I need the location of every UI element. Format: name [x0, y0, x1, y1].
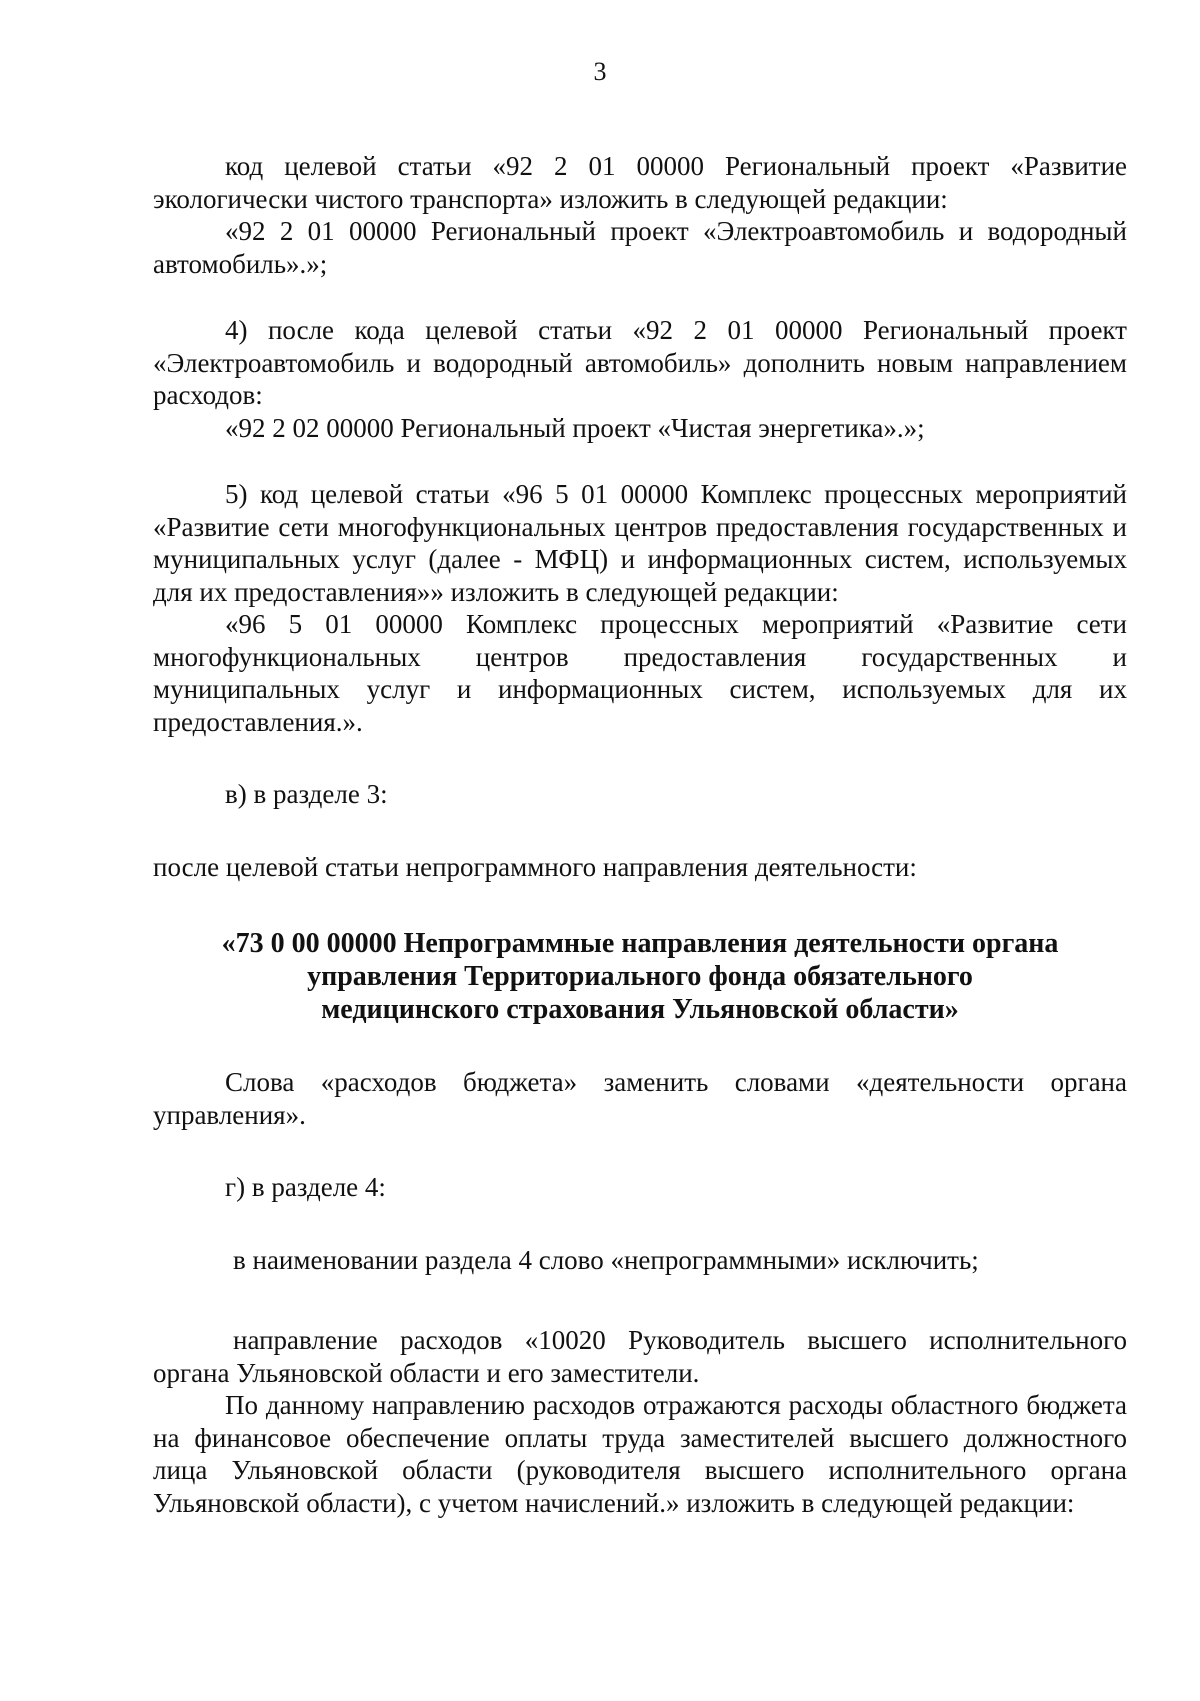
document-body — [153, 150, 1127, 1519]
paragraph-clean-energy: «92 2 02 00000 Региональный проект «Чистая энергетика».»; — [225, 412, 925, 443]
heading-line: «73 0 00 00000 Непрограммные направления деятельности органа — [221, 928, 1059, 959]
paragraph-exclude-word: в наименовании раздела 4 слово «непрограммными» исключить; — [233, 1244, 979, 1275]
heading-line: управления Территориального фонда обязательного — [307, 961, 973, 992]
paragraph-section-3: в) в разделе 3: — [225, 779, 388, 809]
paragraph-item-4: 4) после кода целевой статьи «92 2 01 00000 Региональный проект «Электроавтомобиль и водородный автомобиль» дополнить новым направлением расходов: — [153, 315, 1127, 410]
paragraph-expense-description: По данному направлению расходов отражаются расходы областного бюджета на финансовое обеспечение оплаты труда заместителей высшего должностного лица Ульяновской области (руководителя высшего исполнительного органа Ульяновской области), с учетом начислений.» изложить в следующей редакции: — [153, 1390, 1127, 1518]
paragraph-expense-direction: направление расходов «10020 Руководитель высшего исполнительного органа Ульяновской области и его заместители. — [153, 1325, 1127, 1388]
paragraph-target-code: код целевой статьи «92 2 01 00000 Региональный проект «Развитие экологически чистого транспорта» изложить в следующей редакции: — [153, 151, 1127, 214]
paragraph-new-wording: «92 2 01 00000 Региональный проект «Электроавтомобиль и водородный автомобиль».»; — [153, 216, 1127, 279]
paragraph-section-4: г) в разделе 4: — [225, 1172, 386, 1202]
section-heading — [153, 927, 1127, 1026]
paragraph-replace-words: Слова «расходов бюджета» заменить словами «деятельности органа управления». — [153, 1067, 1127, 1130]
paragraph-item-5: 5) код целевой статьи «96 5 01 00000 Комплекс процессных мероприятий «Развитие сети многофункциональных центров предоставления государственных и муниципальных услуг (далее - МФЦ) и информационных систем, используемых для их предоставления»» изложить в следующей редакции: — [153, 479, 1127, 607]
page-number: 3 — [593, 57, 607, 86]
paragraph-after-target: после целевой статьи непрограммного направления деятельности: — [153, 851, 917, 882]
heading-line: медицинского страхования Ульяновской области» — [321, 994, 959, 1025]
paragraph-mfc-wording: «96 5 01 00000 Комплекс процессных мероприятий «Развитие сети многофункциональных центров предоставления государственных и муниципальных услуг и информационных систем, используемых для их предоставления.». — [153, 609, 1127, 737]
